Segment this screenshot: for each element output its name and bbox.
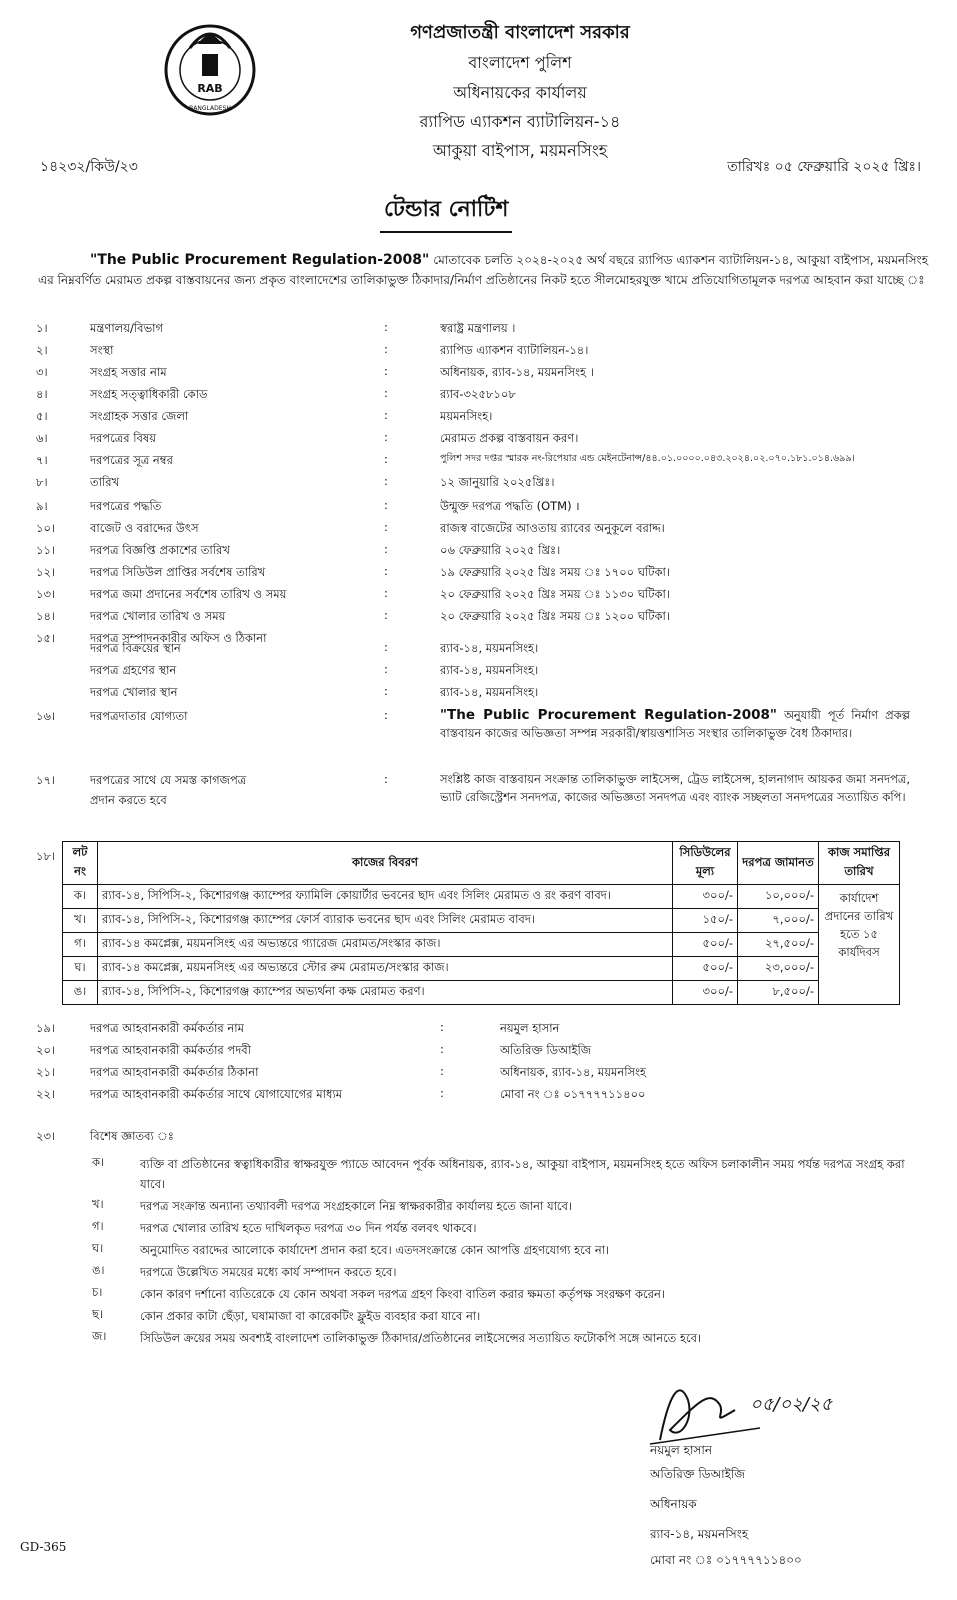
row-colon: :	[440, 1042, 444, 1056]
info-row	[0, 684, 957, 704]
row-value: অধিনায়ক, র‍্যাব-১৪, ময়মনসিংহ ।	[440, 365, 594, 379]
row-label: দরপত্রের পদ্ধতি	[90, 499, 162, 513]
row16-text: অনুযায়ী পূর্ত নির্মাণ প্রকল্প বাস্তবায়ন কাজের অভিজ্ঞতা সম্পন্ন সরকারী/স্বায়ত্তশাসিত সংস্থার তালিকাভুক্ত বৈধ ঠিকাদার।	[440, 708, 910, 740]
completion-line: হতে ১৫	[840, 927, 878, 941]
note-text: কোন প্রকার কাটা ছেঁড়া, ঘষামাজা বা কারেকটিং ফ্লুইড ব্যবহার করা যাবে না।	[140, 1309, 481, 1323]
row-colon: :	[384, 498, 388, 512]
info-row	[0, 430, 957, 450]
col-lot: লট নং	[63, 842, 98, 885]
col-completion: কাজ সমাপ্তির তারিখ	[819, 842, 900, 885]
row-colon: :	[384, 408, 388, 422]
row-number: ৩।	[36, 365, 48, 379]
note-letter: ঘ।	[92, 1241, 104, 1255]
row-label-continued: প্রদান করতে হবে	[90, 793, 167, 807]
note-letter: জ।	[92, 1329, 107, 1343]
intro-paragraph	[38, 250, 928, 290]
info-row	[0, 364, 957, 384]
row-number: ১৯।	[36, 1021, 56, 1035]
rab-emblem	[160, 14, 260, 118]
row-colon: :	[384, 640, 388, 654]
row-label: মন্ত্রণালয়/বিভাগ	[90, 321, 164, 335]
row-label: দরপত্র জমা প্রদানের সর্বশেষ তারিখ ও সময়	[90, 587, 287, 601]
row-value: ০৬ ফেব্রুয়ারি ২০২৫ খ্রিঃ।	[440, 543, 561, 557]
row-value: উন্মুক্ত দরপত্র পদ্ধতি (OTM) ।	[440, 499, 580, 513]
header-government: গণপ্রজাতন্ত্রী বাংলাদেশ সরকার	[410, 22, 630, 43]
row-colon: :	[440, 1086, 444, 1100]
row-value: মেরামত প্রকল্প বাস্তবায়ন করণ।	[440, 431, 579, 445]
row-number: ১৩।	[36, 587, 56, 601]
row-number: ১।	[36, 321, 48, 335]
schedule-price-cell: ৩০০/-	[673, 885, 738, 909]
row-value: পুলিশ সদর দপ্তর স্মারক নং-রিপেয়ার এন্ড মেইনটেনান্স/৪৪.০১.০০০০.০৪৩.২০২৪.০২.০৭০.১৮১.০১৪.৬৯৯।	[440, 453, 855, 464]
header-battalion: র‍্যাপিড এ্যাকশন ব্যাটালিয়ন-১৪	[419, 112, 621, 131]
info-row	[0, 452, 957, 472]
description-cell: র‍্যাব-১৪ কমপ্লেক্স, ময়মনসিংহ এর অভ্যন্তরে স্টোর রুম মেরামত/সংস্কার কাজ।	[98, 957, 673, 981]
tender-lot-body	[63, 885, 900, 1005]
row-colon: :	[440, 1020, 444, 1034]
note-text: অনুমোদিত বরাদ্দের আলোকে কার্যাদেশ প্রদান করা হবে। এতদসংক্রান্তে কোন আপত্তি গ্রহণযোগ্য হবে না।	[140, 1243, 610, 1257]
lot-cell: ঙ।	[63, 981, 98, 1005]
row-colon: :	[384, 386, 388, 400]
info-row	[0, 662, 957, 682]
row-number: ২১।	[36, 1065, 56, 1079]
signatory-name: নয়মুল হাসান	[650, 1443, 713, 1457]
row-colon: :	[384, 564, 388, 578]
description-cell: র‍্যাব-১৪ কমপ্লেক্স, ময়মনসিংহ এর অভ্যন্তরে গ্যারেজ মেরামত/সংস্কার কাজ।	[98, 933, 673, 957]
info-row	[0, 586, 957, 606]
info-row	[0, 498, 957, 518]
security-cell: ১০,০০০/-	[738, 885, 819, 909]
col-security: দরপত্র জামানত	[738, 842, 819, 885]
tender-lot-table	[62, 841, 900, 1005]
svg-text:RAB: RAB	[197, 82, 223, 95]
row-label: দরপত্র খোলার স্থান	[90, 685, 178, 699]
note-text: কোন কারণ দর্শানো ব্যতিরেকে যে কোন অথবা সকল দরপত্র গ্রহণ কিংবা বাতিল করার ক্ষমতা কর্তৃপক্ষ সংরক্ষণ করেন।	[140, 1287, 665, 1301]
row-colon: :	[384, 542, 388, 556]
row-number: ২২।	[36, 1087, 56, 1101]
row-number: ১১।	[36, 543, 56, 557]
info-row	[0, 640, 957, 660]
row-colon: :	[384, 364, 388, 378]
row-label: সংগ্রহ সত্তার নাম	[90, 365, 167, 379]
row-number: ২।	[36, 343, 48, 357]
row-value: ১২ জানুয়ারি ২০২৫খ্রিঃ।	[440, 475, 555, 489]
row-label: দরপত্র আহবানকারী কর্মকর্তার সাথে যোগাযোগের মাধ্যম	[90, 1087, 343, 1101]
row-number: ২৩।	[36, 1129, 56, 1143]
signatory-office: অধিনায়ক	[650, 1497, 697, 1511]
security-cell: ৮,৫০০/-	[738, 981, 819, 1005]
row-number: ৯।	[36, 499, 48, 513]
contact-row	[0, 1064, 957, 1084]
row-label: দরপত্রদাতার যোগ্যতা	[90, 709, 188, 723]
info-row	[0, 542, 957, 562]
row-value: র‍্যাব-৩২৫৮১০৮	[440, 387, 516, 401]
row-label: তারিখ	[90, 475, 120, 489]
row-label: দরপত্র বিক্রয়ের স্থান	[90, 641, 181, 655]
row-label: দরপত্র খোলার তারিখ ও সময়	[90, 609, 226, 623]
row-colon: :	[384, 452, 388, 466]
notice-date: তারিখঃ ০৫ ফেব্রুয়ারি ২০২৫ খ্রিঃ।	[727, 159, 921, 175]
row-number: ৬।	[36, 431, 48, 445]
lot-cell: ক।	[63, 885, 98, 909]
note-letter: ক।	[92, 1155, 105, 1169]
note-text: সিডিউল ক্রয়ের সময় অবশ্যই বাংলাদেশ তালিকাভুক্ত ঠিকাদার/প্রতিষ্ঠানের লাইসেন্সের সত্যায়িত ফটোকপি সঙ্গে আনতে হবে।	[140, 1331, 702, 1345]
special-notes-title: বিশেষ জ্ঞাতব্য ঃ	[90, 1129, 174, 1143]
row-value: অধিনায়ক, র‍্যাব-১৪, ময়মনসিংহ	[500, 1065, 647, 1079]
info-row	[0, 520, 957, 540]
row-value: র‍্যাব-১৪, ময়মনসিংহ।	[440, 663, 539, 677]
info-row	[0, 608, 957, 628]
row-label: দরপত্রের সাথে যে সমস্ত কাগজপত্র	[90, 773, 247, 787]
row-value: রাজস্ব বাজেটের আওতায় র‍্যাবের অনুকূলে বরাদ্দ।	[440, 521, 665, 535]
note-text: ব্যক্তি বা প্রতিষ্ঠানের স্বত্বাধিকারীর স্বাক্ষরযুক্ত প্যাডে আবেদন পূর্বক অধিনায়ক, র‍্যাব-১৪, আকুয়া বাইপাস, ময়মনসিংহ হতে অফিস চলাকালীন সময় পর্যন্ত দরপত্র সংগ্রহ করা যাবে।	[140, 1157, 905, 1191]
note-letter: গ।	[92, 1219, 104, 1233]
page-title: টেন্ডার নোটিশ	[380, 192, 512, 233]
row-colon: :	[384, 520, 388, 534]
row-value: ১৯ ফেব্রুয়ারি ২০২৫ খ্রিঃ সময় ঃ ১৭০০ ঘটিকা।	[440, 565, 670, 579]
row-value: অতিরিক্ত ডিআইজি	[500, 1043, 592, 1057]
row-label: দরপত্র আহবানকারী কর্মকর্তার নাম	[90, 1021, 244, 1035]
memo-number: ১৪২৩২/কিউ/২৩	[40, 159, 138, 175]
row-colon: :	[384, 342, 388, 356]
table-row	[63, 957, 900, 981]
row-colon: :	[384, 586, 388, 600]
header-police: বাংলাদেশ পুলিশ	[468, 53, 572, 72]
note-text: দরপত্র সংক্রান্ত অন্যান্য তথ্যাবলী দরপত্র সংগ্রহকালে নিম্ন স্বাক্ষরকারীর কার্যালয় হতে জানা যাবে।	[140, 1199, 573, 1213]
signatory-designation: অতিরিক্ত ডিআইজি	[650, 1467, 746, 1481]
security-cell: ৭,০০০/-	[738, 909, 819, 933]
schedule-price-cell: ৫০০/-	[673, 933, 738, 957]
info-row	[0, 320, 957, 340]
row-number: ১০।	[36, 521, 56, 535]
row-label: সংস্থা	[90, 343, 114, 357]
row-label: সংগ্রাহক সত্তার জেলা	[90, 409, 189, 423]
col-description: কাজের বিবরণ	[98, 842, 673, 885]
description-cell: র‍্যাব-১৪, সিপিসি-২, কিশোরগঞ্জ ক্যাম্পের অভ্যর্থনা কক্ষ মেরামত করণ।	[98, 981, 673, 1005]
row-colon: :	[384, 662, 388, 676]
row-colon: :	[384, 608, 388, 622]
row-colon: :	[384, 320, 388, 334]
table-row	[63, 885, 900, 909]
note-letter: চ।	[92, 1285, 103, 1299]
header-address: আকুয়া বাইপাস, ময়মনসিংহ	[432, 141, 608, 160]
security-cell: ২৩,০০০/-	[738, 957, 819, 981]
table-row-number: ১৮।	[36, 849, 56, 863]
note-letter: ঙ।	[92, 1263, 105, 1277]
note-text: দরপত্র খোলার তারিখ হতে দাখিলকৃত দরপত্র ৩০ দিন পর্যন্ত বলবৎ থাকবে।	[140, 1221, 477, 1235]
row-value: স্বরাষ্ট্র মন্ত্রণালয় ।	[440, 321, 516, 335]
completion-line: কার্যদিবস	[838, 945, 880, 959]
row-number: ১৫।	[36, 631, 56, 645]
schedule-price-cell: ৫০০/-	[673, 957, 738, 981]
completion-line: কার্যাদেশ	[839, 891, 879, 905]
info-row	[0, 386, 957, 406]
row-label: বাজেট ও বরাদ্দের উৎস	[90, 521, 199, 535]
info-row	[0, 474, 957, 494]
row-number: ৮।	[36, 475, 48, 489]
contact-row	[0, 1020, 957, 1040]
note-letter: খ।	[92, 1197, 104, 1211]
row-number: ১৬।	[36, 709, 56, 723]
schedule-price-cell: ৩০০/-	[673, 981, 738, 1005]
row-number: ১৪।	[36, 609, 56, 623]
description-cell: র‍্যাব-১৪, সিপিসি-২, কিশোরগঞ্জ ক্যাম্পের ফ্যামিলি কোয়ার্টার ভবনের ছাদ এবং সিলিং মেরামত ও রং করণ বাবদ।	[98, 885, 673, 909]
row-value: নয়মুল হাসান	[500, 1021, 560, 1035]
note-text: দরপত্রে উল্লেখিত সময়ের মধ্যে কার্য সম্পাদন করতে হবে।	[140, 1265, 397, 1279]
row-value: র‍্যাব-১৪, ময়মনসিংহ।	[440, 685, 539, 699]
col-schedule-price: সিডিউলের মূল্য	[673, 842, 738, 885]
svg-text:BANGLADESH: BANGLADESH	[189, 105, 231, 112]
row-label: দরপত্র আহবানকারী কর্মকর্তার পদবী	[90, 1043, 251, 1057]
row-colon: :	[384, 684, 388, 698]
table-row	[63, 933, 900, 957]
lot-cell: গ।	[63, 933, 98, 957]
footer-code: GD-365	[20, 1540, 67, 1554]
completion-line: প্রদানের তারিখ	[824, 909, 894, 923]
row-number: ৪।	[36, 387, 48, 401]
signatory-unit: র‍্যাব-১৪, ময়মনসিংহ	[650, 1527, 749, 1541]
row-label: সংগ্রহ সত্ত্বাধিকারী কোড	[90, 387, 208, 401]
row-value: র‍্যাপিড এ্যাকশন ব্যাটালিয়ন-১৪।	[440, 343, 589, 357]
row-label: দরপত্র সম্পাদনকারীর অফিস ও ঠিকানা	[90, 631, 267, 645]
completion-cell	[819, 885, 900, 1005]
row-value: র‍্যাব-১৪, ময়মনসিংহ।	[440, 641, 539, 655]
table-row	[63, 909, 900, 933]
row-value: ময়মনসিংহ।	[440, 409, 493, 423]
description-cell: র‍্যাব-১৪, সিপিসি-২, কিশোরগঞ্জ ক্যাম্পের ফোর্স ব্যারাক ভবনের ছাদ এবং সিলিং মেরামত বাবদ।	[98, 909, 673, 933]
row-label: দরপত্রের বিষয়	[90, 431, 157, 445]
row-label: দরপত্র সিডিউল প্রাপ্তির সর্বশেষ তারিখ	[90, 565, 266, 579]
handwritten-signature	[640, 1370, 870, 1450]
header-office: অধিনায়কের কার্যালয়	[453, 83, 587, 102]
security-cell: ২৭,৫০০/-	[738, 933, 819, 957]
row-number: ৭।	[36, 453, 48, 467]
row-number: ৫।	[36, 409, 48, 423]
note-letter: ছ।	[92, 1307, 104, 1321]
row17-value: সংশ্লিষ্ট কাজ বাস্তবায়ন সংক্রান্ত তালিকাভুক্ত লাইসেন্স, ট্রেড লাইসেন্স, হালনাগাদ আয়কর জমা সনদপত্র, ভ্যাট রেজিস্ট্রেশন সনদপত্র, কাজের অভিজ্ঞতা সনদপত্র এবং ব্যাংক সচ্ছলতা সনদপত্রের সত্যায়িত কপি।	[440, 772, 910, 804]
info-row	[0, 342, 957, 362]
info-row	[0, 408, 957, 428]
table-row	[63, 981, 900, 1005]
row-number: ২০।	[36, 1043, 56, 1057]
contact-row	[0, 1042, 957, 1062]
svg-text:০৫/০২/২৫: ০৫/০২/২৫	[750, 1394, 833, 1415]
row-value: ২০ ফেব্রুয়ারি ২০২৫ খ্রিঃ সময় ঃ ১১৩০ ঘটিকা।	[440, 587, 670, 601]
schedule-price-cell: ১৫০/-	[673, 909, 738, 933]
row-number: ১৭।	[36, 773, 56, 787]
row-colon: :	[384, 430, 388, 444]
row-label: দরপত্র গ্রহণের স্থান	[90, 663, 177, 677]
row-value: মোবা নং ঃ ০১৭৭৭৭১১৪০০	[500, 1087, 646, 1101]
row-colon: :	[384, 708, 388, 722]
row-colon: :	[384, 474, 388, 488]
row-label: দরপত্র বিজ্ঞপ্তি প্রকাশের তারিখ	[90, 543, 230, 557]
contact-row	[0, 1086, 957, 1106]
row16-value	[440, 706, 910, 742]
row-label: দরপত্রের সূত্র নম্বর	[90, 453, 173, 467]
lot-cell: খ।	[63, 909, 98, 933]
row16-regulation: "The Public Procurement Regulation-2008"	[440, 707, 777, 723]
info-row	[0, 564, 957, 584]
intro-text: মোতাবেক চলতি ২০২৪-২০২৫ অর্থ বছরে র‍্যাপিড এ্যাকশন ব্যাটালিয়ন-১৪, আকুয়া বাইপাস, ময়মনসিংহ এর নিম্নবর্ণিত মেরামত প্রকল্প বাস্তবায়নের জন্য প্রকৃত বাংলাদেশের তালিকাভুক্ত ঠিকাদার/নির্মাণ প্রতিষ্ঠানের নিকট হতে সীলমোহরযুক্ত খামে প্রতিযোগিতামূলক দরপত্র আহবান করা যাচ্ছে ঃ	[38, 253, 928, 287]
row-value: ২০ ফেব্রুয়ারি ২০২৫ খ্রিঃ সময় ঃ ১২০০ ঘটিকা।	[440, 609, 670, 623]
row-colon: :	[440, 1064, 444, 1078]
intro-regulation: "The Public Procurement Regulation-2008"	[90, 252, 430, 268]
row-label: দরপত্র আহবানকারী কর্মকর্তার ঠিকানা	[90, 1065, 259, 1079]
row-number: ১২।	[36, 565, 56, 579]
lot-cell: ঘ।	[63, 957, 98, 981]
signatory-mobile: মোবা নং ঃ ০১৭৭৭৭১১৪০০	[650, 1553, 802, 1567]
row-colon: :	[384, 772, 388, 786]
